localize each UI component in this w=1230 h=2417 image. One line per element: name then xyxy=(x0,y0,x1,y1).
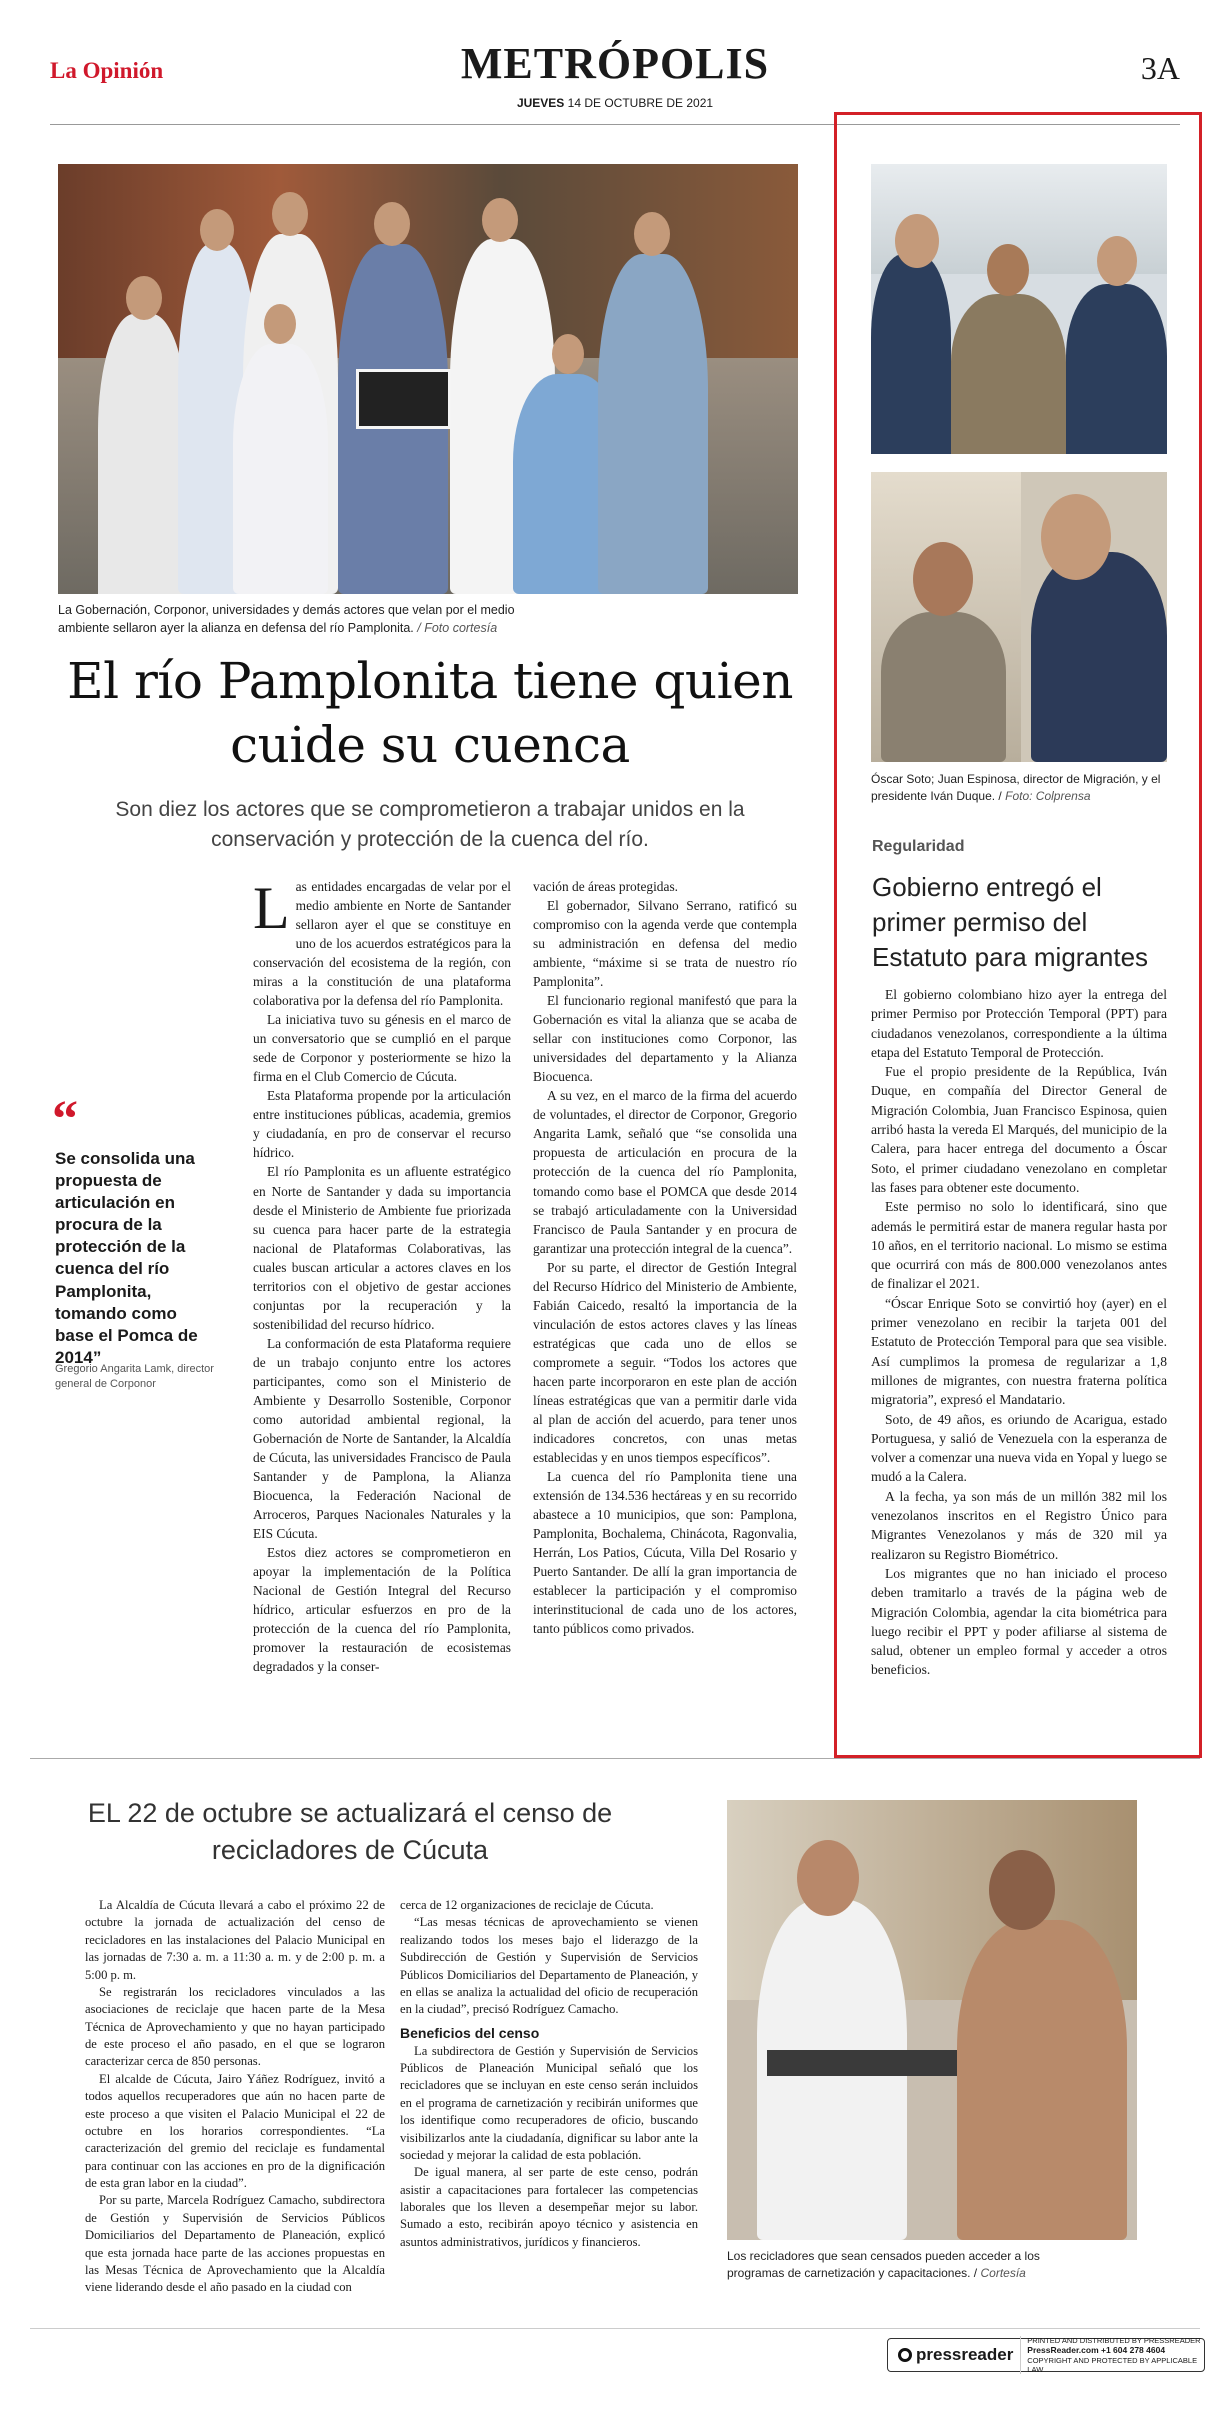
pullquote: Se consolida una propuesta de articulación en procura de la protección de la cuenca del río Pamplonita, tomando como base el Pomca de 2014” xyxy=(55,1149,198,1367)
paragraph: Este permiso no solo lo identificará, sino que además le permitirá estar de manera regular hasta por 10 años, en el territorio nacional. Lo mismo se estima que ocurrirá con más de 800.000 venezolanos antes de finalizar el 2021. xyxy=(871,1199,1167,1292)
main-story-col2 xyxy=(533,877,797,1638)
main-photo-caption: La Gobernación, Corponor, universidades y demás actores que velan por el medio ambiente sellaron ayer la alianza en defensa del río Pamplonita. / Foto cortesía xyxy=(58,603,515,635)
dateline xyxy=(0,96,1230,110)
bottom-photo xyxy=(727,1800,1137,2240)
main-photo xyxy=(58,164,798,594)
sidebar-body xyxy=(871,985,1167,1680)
pressreader-icon xyxy=(898,2348,912,2362)
paragraph: A su vez, en el marco de la firma del acuerdo de voluntades, el director de Corponor, Gregorio Angarita Lamk, señaló que “se consolida una propuesta de articulación en procura de la protección de la cuenca del río Pamplonita, tomando como base el POMCA que desde 2014 se trabajó articuladamente con la Universidad Francisco de Paula Santander y en procura de garantizar una protección integral de la cuenca”. xyxy=(533,1088,797,1256)
main-headline: El río Pamplonita tiene quien cuide su cuenca xyxy=(67,652,793,774)
paragraph: Esta Plataforma propende por la articulación entre instituciones públicas, academia, gremios y ciudadanía, en pro de conservar el recurso hídrico. xyxy=(253,1088,511,1161)
page-number: 3A xyxy=(1140,50,1180,86)
paragraph: vación de áreas protegidas. xyxy=(533,879,679,894)
paragraph: as entidades encargadas de velar por el medio ambiente en Norte de Santander sellaron ayer el que se constituye en uno de los acuerdos estratégicos para la conservación del ecosistema de la región, con miras a la constitución de una plataforma colaborativa por la defensa del río Pamplonita. xyxy=(253,879,511,1009)
paragraph: Estos diez actores se comprometieron en apoyar la implementación de la Política Nacional de Gestión Integral del Recurso hídrico, articular esfuerzos en pro de la protección de la cuenca del río Pamplonita, promover la restauración de ecosistemas degradados y la conser- xyxy=(253,1545,511,1675)
paragraph: La Alcaldía de Cúcuta llevará a cabo el próximo 22 de octubre la jornada de actualización del censo de recicladores en las instalaciones del Palacio Municipal en las jornadas de 7:30 a. m. a 11:30 a. m. y de 2:00 p. m. a 5:00 p. m. xyxy=(85,1898,385,1982)
paragraph: “Las mesas técnicas de aprovechamiento se vienen realizando todos los meses bajo el liderazgo de la Subdirección de Gestión y Supervisión de Servicios Públicos Domiciliarios del Departamento de Planeación, y en ellas se analiza la actualidad del oficio de recuperación en la ciudad”, precisó Rodríguez Camacho. xyxy=(400,1915,698,2017)
paragraph: A la fecha, ya son más de un millón 382 mil los venezolanos inscritos en el Registro Único para Migrantes Venezolanos y más de 320 mil ya realizaron su Registro Biométrico. xyxy=(871,1488,1167,1562)
main-story-col1 xyxy=(253,877,511,1676)
bottom-headline: EL 22 de octubre se actualizará el censo de recicladores de Cúcuta xyxy=(87,1798,613,1866)
paragraph: Fue el propio presidente de la República, Iván Duque, en compañía del Director General de Migración Colombia, Juan Francisco Espinosa, quien arribó hasta la vereda El Marqués, del municipio de la Calera, para hacer entrega del documento a Óscar Soto, el primer ciudadano venezolano en completar las fases para obtener este documento. xyxy=(871,1064,1167,1195)
pullquote-attribution: Gregorio Angarita Lamk, director general de Corponor xyxy=(55,1363,214,1391)
section-title: METRÓPOLIS xyxy=(460,39,770,88)
dropcap: L xyxy=(253,875,290,941)
paragraph: Se registrarán los recicladores vinculados a las asociaciones de reciclaje que hacen parte de la Mesa Técnica de Aprovechamiento y que no hayan participado de este proceso el año pasado, en el que se lograron caracterizar cerca de 850 personas. xyxy=(85,1984,385,2069)
paragraph: La conformación de esta Plataforma requiere de un trabajo conjunto entre los actores participantes, como son el Ministerio de Ambiente y Desarrollo Sostenible, Corponor como autoridad ambiental regional, la Gobernación de Norte de Santander, la Alcaldía de Cúcuta, las universidades Francisco de Paula Santander y de Pamplona, la Alianza Biocuenca, la Federación Nacional de Arroceros, Parques Nacionales Naturales y la EIS Cúcuta. xyxy=(253,1335,511,1542)
paragraph: El gobernador, Silvano Serrano, ratificó su compromiso con la agenda verde que contempla su administración en defensa del medio ambiente, “máxime si se trata de nuestro río Pamplonita”. xyxy=(533,898,797,990)
sidebar-photo-caption: Óscar Soto; Juan Espinosa, director de Migración, y el presidente Iván Duque. / Foto: Colprensa xyxy=(871,772,1161,803)
sidebar-headline: Gobierno entregó el primer permiso del Estatuto para migrantes xyxy=(872,872,1149,972)
paragraph: El alcalde de Cúcuta, Jairo Yáñez Rodríguez, invitó a todos aquellos recuperadores que aún no hacen parte de este proceso a que visiten el Palacio Municipal el 22 de octubre en los horarios correspondientes. “La caracterización del gremio del reciclaje es fundamental para continuar con las acciones en pro de la dignificación de esta gran labor en la ciudad”. xyxy=(85,2071,385,2190)
masthead xyxy=(50,38,1180,98)
bottom-photo-credit: Cortesía xyxy=(980,2265,1026,2280)
paragraph: Soto, de 49 años, es oriundo de Acarigua, estado Portuguesa, y salió de Venezuela con la esperanza de volver a comenzar una nueva vida en Yopal y luego se mudó a la Calera. xyxy=(871,1411,1167,1485)
pressreader-logo: pressreader xyxy=(888,2345,1020,2365)
date-rest: 14 DE OCTUBRE DE 2021 xyxy=(567,96,714,110)
paragraph: Los migrantes que no han iniciado el proceso deben tramitarlo a través de la página web de Migración Colombia, agendar la cita biométrica para luego recibir el PPT y poder afiliarse al sistema de salud, obtener un empleo formal y acceder a otros beneficios. xyxy=(871,1565,1167,1678)
sidebar-photo-credit: Foto: Colprensa xyxy=(1005,788,1091,803)
section-divider xyxy=(30,1758,1200,1759)
paragraph: Por su parte, el director de Gestión Integral del Recurso Hídrico del Ministerio de Ambiente, Fabián Caicedo, resaltó la importancia de la vinculación de estos actores claves y las líneas estratégicas que cada uno de ellos se compromete a seguir. “Todos los actores que hacen parte incorporaron en este plan de acción líneas estratégicas que van a permitir darle vida al plan de acción del acuerdo, para tener unos indicadores concretos, con unas metas establecidas y en unos tiempos específicos”. xyxy=(533,1259,797,1465)
date-day: JUEVES xyxy=(516,96,565,110)
footer-rule xyxy=(30,2328,1200,2329)
brand-logo: La Opinión xyxy=(50,58,164,83)
quote-mark-icon: “ xyxy=(52,1091,78,1148)
sidebar-photo-bottom xyxy=(871,472,1167,762)
main-deck: Son diez los actores que se comprometieron a trabajar unidos en la conservación y protección de la cuenca del río. xyxy=(115,798,745,852)
bottom-story-col2 xyxy=(400,1897,698,2251)
paragraph: “Óscar Enrique Soto se convirtió hoy (ayer) en el primer venezolano en recibir la tarjeta 001 del Estatuto de Protección Temporal para que sea visible. Así cumplimos la promesa de regularizar a 1,8 millones de migrantes, con nuestra fraterna política migratoria”, expresó el Mandatario. xyxy=(871,1295,1167,1408)
paragraph: El río Pamplonita es un afluente estratégico en Norte de Santander y dada su importancia desde el Ministerio de Ambiente fue priorizada su cuenca para hacer parte de la estrategia nacional de Plataformas Colaborativas, las cuales buscan articular a actores claves en los territorios con el objetivo de gestar acciones conjuntas por la recuperación y la sostenibilidad del recurso hídrico. xyxy=(253,1164,511,1332)
paragraph: El gobierno colombiano hizo ayer la entrega del primer Permiso por Protección Temporal (PPT) para ciudadanos venezolanos, correspondiente a la última etapa del Estatuto Temporal de Protección. xyxy=(871,987,1167,1060)
paragraph: El funcionario regional manifestó que para la Gobernación es vital la alianza que se acaba de sellar con instituciones como Corponor, las universidades del departamento y la Alianza Biocuenca. xyxy=(533,993,797,1085)
sidebar-kicker: Regularidad xyxy=(872,838,965,855)
bottom-story-col1 xyxy=(85,1897,385,2297)
main-photo-credit: / Foto cortesía xyxy=(417,620,498,635)
paragraph: La subdirectora de Gestión y Supervisión de Servicios Públicos de Planeación Municipal señaló que los recicladores que se incluyan en este censo serán incluidos en el programa de carnetización y recibirán uniformes que los identifique como recuperadores de oficio, buscando visibilizarlos ante la ciudadanía, dignificar su labor ante la sociedad y mejorar la calidad de esta población. xyxy=(400,2043,698,2162)
bottom-photo-caption: Los recicladores que sean censados pueden acceder a los programas de carnetización y capacitaciones. / Cortesía xyxy=(727,2249,1040,2280)
pressreader-badge[interactable] xyxy=(887,2335,1205,2374)
paragraph: La iniciativa tuvo su génesis en el marco de un conversatorio que se cumplió en el parque sede de Corponor y posteriormente se hizo la firma en el Club Comercio de Cúcuta. xyxy=(253,1012,511,1085)
paragraph: cerca de 12 organizaciones de reciclaje de Cúcuta. xyxy=(400,1898,654,1912)
pressreader-info: PRINTED AND DISTRIBUTED BY PRESSREADER PressReader.com +1 604 278 4604 COPYRIGHT AND PROTECTED BY APPLICABLE LAW xyxy=(1020,2336,1204,2375)
paragraph: Por su parte, Marcela Rodríguez Camacho, subdirectora de Gestión y Supervisión de Servicios Públicos Domiciliarios del Departamento de Planeación, explicó que esta jornada hace parte de las acciones propuestas en las Mesas Técnica de Aprovechamiento que la Alcaldía viene liderando desde el año pasado en la ciudad con xyxy=(85,2193,385,2295)
sidebar-photo-top xyxy=(871,164,1167,454)
paragraph: De igual manera, al ser parte de este censo, podrán asistir a capacitaciones para fortalecer las competencias laborales que los lleven a desempeñar mejor su labor. Sumado a esto, recibirán apoyo técnico y asistencia en asuntos administrativos, jurídicos y financieros. xyxy=(400,2165,698,2249)
subhead: Beneficios del censo xyxy=(400,2024,540,2041)
paragraph: La cuenca del río Pamplonita tiene una extensión de 134.536 hectáreas y en su recorrido abastece a 10 municipios, que son: Pamplona, Pamplonita, Bochalema, Chinácota, Ragonvalia, Herrán, Los Patios, Cúcuta, Villa Del Rosario y Puerto Santander. De allí la gran importancia de establecer la participación y el compromiso interinstitucional de cada uno de los actores, tanto públicos como privados. xyxy=(533,1468,797,1637)
